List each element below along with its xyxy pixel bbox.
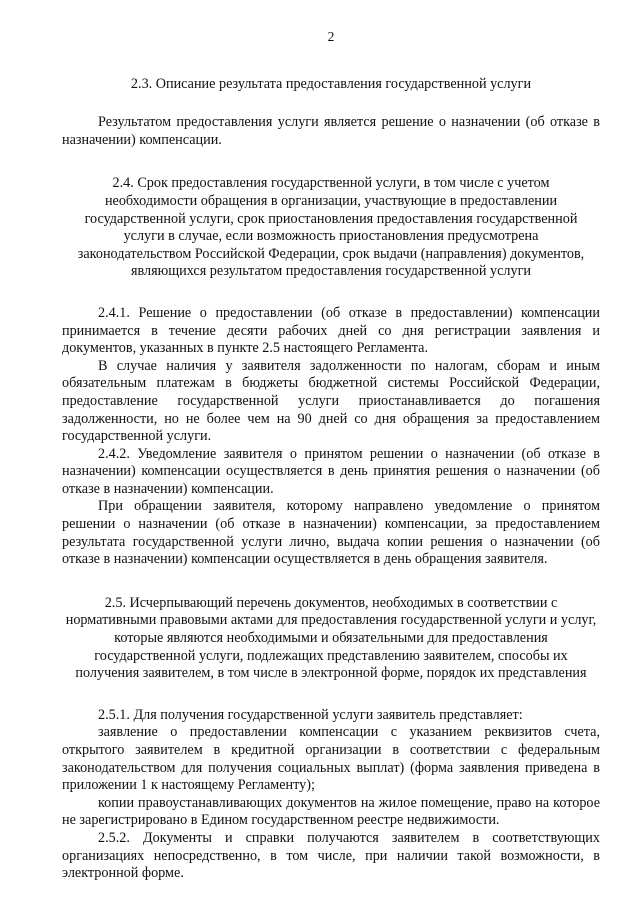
section-2-5-application-paragraph: заявление о предоставлении компенсации с указанием реквизитов счета, открытого заявителем в кредитной организации в соответствии с федеральным законодательством для получения социальных выплат) (форма заявления приведена в приложении 1 к настоящему Регламенту);	[62, 724, 600, 794]
section-2-4-2-paragraph: 2.4.2. Уведомление заявителя о принятом решении о назначении (об отказе в назначении) компенсации осуществляется в день принятия решения о назначении (об отказе в назначении) компенсации.	[62, 445, 600, 497]
section-2-5-heading: 2.5. Исчерпывающий перечень документов, необходимых в соответствии с нормативными правовыми актами для предоставления государственной услуги и услуг, которые являются необходимыми и обязательными для предоставления государственной услуги, подлежащих представлению заявителем, способы их получения заявителем, в том числе в электронной форме, порядок их представления	[65, 594, 597, 682]
section-2-5-1-paragraph: 2.5.1. Для получения государственной услуги заявитель представляет:	[98, 706, 523, 723]
page-number: 2	[327, 29, 335, 44]
section-2-5-copies-paragraph: копии правоустанавливающих документов на жилое помещение, право на которое не зарегистрировано в Едином государственном реестре недвижимости.	[62, 794, 600, 829]
section-2-3-paragraph: Результатом предоставления услуги является решение о назначении (об отказе в назначении) компенсации.	[62, 114, 600, 148]
section-2-4-heading: 2.4. Срок предоставления государственной услуги, в том числе с учетом необходимости обращения в организации, участвующие в предоставлении государственной услуги, срок приостановления предоставления государственной услуги в случае, если возможность приостановления предусмотрена законодательством Российской Федерации, срок выдачи (направления) документов, являющихся результатом предоставления государственной услуги	[77, 175, 585, 280]
section-2-4-issue-paragraph: При обращении заявителя, которому направлено уведомление о принятом решении о назначении (об отказе в назначении) компенсации, за предоставлением результата государственной услуги лично, выдача копии решения о назначении (об отказе в назначении) компенсации осуществляется в день обращения заявителя.	[62, 498, 600, 568]
section-2-5-2-paragraph: 2.5.2. Документы и справки получаются заявителем в соответствующих организациях непосредственно, в том числе, при наличии такой возможности, в электронной форме.	[62, 829, 600, 882]
section-2-3-heading: 2.3. Описание результата предоставления государственной услуги	[130, 75, 532, 92]
section-2-4-debt-paragraph: В случае наличия у заявителя задолженности по налогам, сборам и иным обязательным платежам в бюджеты бюджетной системы Российской Федерации, предоставление государственной услуги приостанавливается до погашения задолженности, но не более чем на 90 дней со дня обращения за предоставлением государственной услуги.	[62, 357, 600, 445]
section-2-4-1-paragraph: 2.4.1. Решение о предоставлении (об отказе в предоставлении) компенсации принимается в течение десяти рабочих дней со дня регистрации заявления и документов, указанных в пункте 2.5 настоящего Регламента.	[62, 304, 600, 357]
